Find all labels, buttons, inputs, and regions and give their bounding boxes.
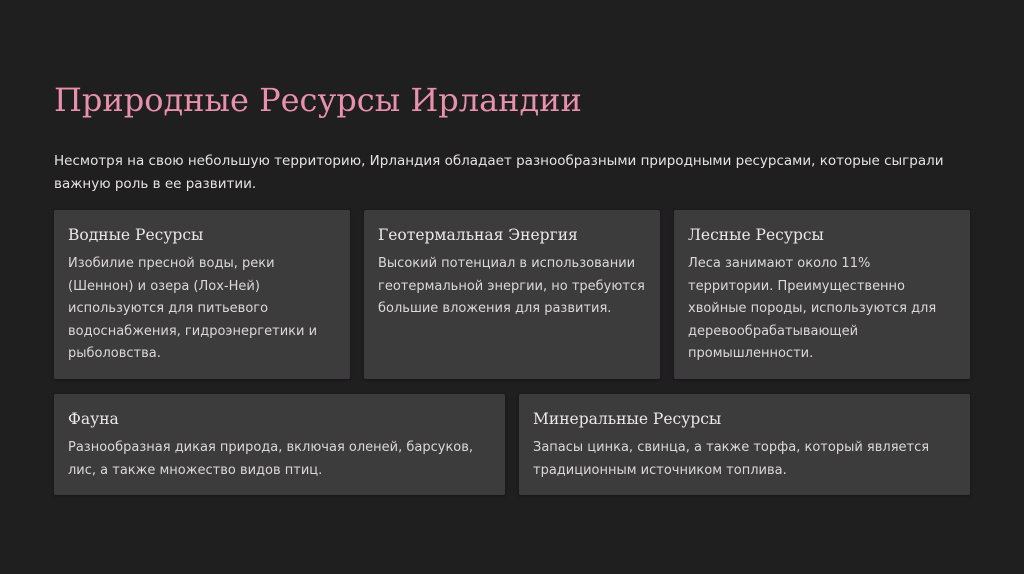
card-water-resources [54, 210, 350, 379]
card-title: Водные Ресурсы [68, 226, 204, 244]
card-title: Фауна [68, 410, 119, 428]
card-text: Разнообразная дикая природа, включая оленей, барсуков, лис, а также множество видов птиц. [68, 440, 474, 478]
card-title: Минеральные Ресурсы [533, 410, 722, 428]
card-text: Высокий потенциал в использовании геотермальной энергии, но требуются большие вложения для развития. [378, 256, 645, 316]
intro-paragraph: Несмотря на свою небольшую территорию, Ирландия обладает разнообразными природными ресурсами, которые сыграли важную роль в ее развитии. [54, 153, 944, 192]
card-text: Изобилие пресной воды, реки (Шеннон) и озера (Лох-Ней) используются для питьевого водоснабжения, гидроэнергетики и рыболовства. [68, 256, 318, 361]
card-forest-resources [674, 210, 970, 379]
card-geothermal-energy [364, 210, 660, 379]
card-text: Запасы цинка, свинца, а также торфа, который является традиционным источником топлива. [533, 440, 930, 478]
card-fauna [54, 394, 505, 495]
card-title: Лесные Ресурсы [688, 226, 824, 244]
card-text: Леса занимают около 11% территории. Преимущественно хвойные породы, используются для деревообрабатывающей промышленности. [688, 256, 937, 361]
page-title: Природные Ресурсы Ирландии [54, 81, 582, 119]
card-title: Геотермальная Энергия [378, 226, 578, 244]
card-mineral-resources [519, 394, 970, 495]
